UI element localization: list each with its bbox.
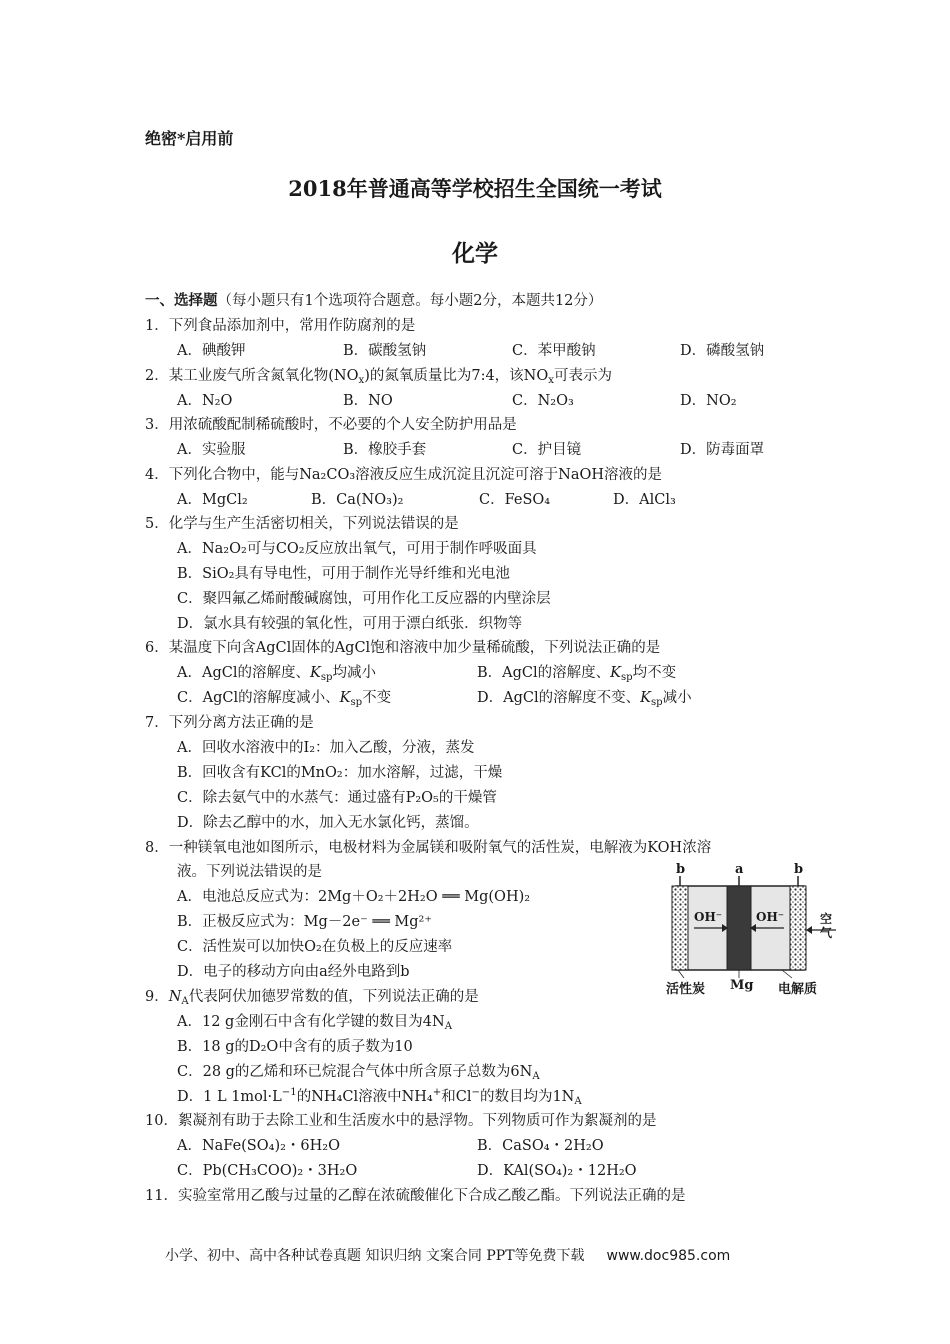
terminal-b-right: b bbox=[794, 862, 804, 877]
question-1-stem: 1．下列食品添加剂中，常用作防腐剂的是 bbox=[145, 318, 416, 334]
question-5-option-a: A．Na₂O₂可与CO₂反应放出氧气，可用于制作呼吸面具 bbox=[177, 541, 537, 557]
question-1-option-b: B．碳酸氢钠 bbox=[343, 343, 427, 359]
question-5-option-c: C．聚四氟乙烯耐酸碱腐蚀，可用作化工反应器的内壁涂层 bbox=[177, 591, 551, 607]
question-3-stem: 3．用浓硫酸配制稀硫酸时，不必要的个人安全防护用品是 bbox=[145, 417, 517, 433]
question-7-option-c: C．除去氨气中的水蒸气：通过盛有P₂O₅的干燥管 bbox=[177, 790, 497, 806]
question-7-option-b: B．回收含有KCl的MnO₂：加水溶解，过滤，干燥 bbox=[177, 765, 503, 781]
question-2-option-a: A．N₂O bbox=[177, 393, 233, 409]
left-carbon-electrode bbox=[672, 886, 688, 970]
question-7-option-d: D．除去乙醇中的水，加入无水氯化钙，蒸馏。 bbox=[177, 815, 479, 831]
question-6-option-b: B．AgCl的溶解度、$K_{sp}$均不变 bbox=[477, 665, 677, 683]
question-10-stem: 10．絮凝剂有助于去除工业和生活废水中的悬浮物。下列物质可作为絮凝剂的是 bbox=[145, 1113, 657, 1129]
battery-diagram bbox=[664, 862, 840, 998]
question-10-option-b: B．CaSO₄・2H₂O bbox=[477, 1138, 604, 1154]
oh-label-right: OH⁻ bbox=[756, 910, 785, 924]
air-label: 空气 bbox=[820, 912, 833, 940]
question-4-stem: 4．下列化合物中，能与Na₂CO₃溶液反应生成沉淀且沉淀可溶于NaOH溶液的是 bbox=[145, 467, 663, 483]
question-5-option-d: D．氯水具有较强的氧化性，可用于漂白纸张．织物等 bbox=[177, 616, 523, 632]
secret-label: 绝密*启用前 bbox=[145, 129, 234, 148]
question-10-option-c: C．Pb(CH₃COO)₂・3H₂O bbox=[177, 1163, 358, 1179]
exam-title: 2018年普通高等学校招生全国统一考试 bbox=[288, 176, 662, 201]
question-10-option-d: D．KAl(SO₄)₂・12H₂O bbox=[477, 1163, 637, 1179]
section-label: 一、选择题 bbox=[145, 292, 218, 309]
question-4-option-d: D．AlCl₃ bbox=[613, 492, 676, 508]
section-header bbox=[145, 291, 602, 311]
question-8-stem-line1: 8．一种镁氧电池如图所示，电极材料为金属镁和吸附氧气的活性炭，电解液为KOH浓溶 bbox=[145, 840, 712, 856]
question-8-option-b: B．正极反应式为：Mg－2e⁻ ══ Mg²⁺ bbox=[177, 914, 433, 930]
footer-url[interactable]: www.doc985.com bbox=[606, 1248, 731, 1264]
question-1-option-c: C．苯甲酸钠 bbox=[512, 343, 596, 359]
footer bbox=[165, 1245, 730, 1265]
question-4-option-c: C．FeSO₄ bbox=[479, 492, 551, 508]
terminal-b-left: b bbox=[676, 862, 686, 877]
mg-label: Mg bbox=[730, 978, 754, 993]
question-6-option-d: D．AgCl的溶解度不变、$K_{sp}$减小 bbox=[477, 690, 692, 708]
question-7-option-a: A．回收水溶液中的I₂：加入乙酸，分液，蒸发 bbox=[177, 740, 475, 756]
question-3-option-b: B．橡胶手套 bbox=[343, 442, 427, 458]
question-8-option-a: A．电池总反应式为：2Mg＋O₂＋2H₂O ══ Mg(OH)₂ bbox=[177, 889, 531, 905]
carbon-label: 活性炭 bbox=[666, 982, 706, 997]
question-3-option-c: C．护目镜 bbox=[512, 442, 582, 458]
question-1-option-d: D．磷酸氢钠 bbox=[680, 343, 765, 359]
question-3-option-a: A．实验服 bbox=[177, 442, 246, 458]
subject-title: 化学 bbox=[452, 240, 498, 267]
question-1-option-a: A．碘酸钾 bbox=[177, 343, 246, 359]
question-9-stem: 9．$N_A$代表阿伏加德罗常数的值，下列说法正确的是 bbox=[145, 989, 479, 1007]
question-7-stem: 7．下列分离方法正确的是 bbox=[145, 715, 314, 731]
question-9-option-d: D．1 L $1mol\cdot L^{-1}$的NH₄Cl溶液中NH₄+和Cl−的数目均为$1N_A$ bbox=[177, 1087, 582, 1107]
question-9-option-a: A．12 g金刚石中含有化学键的数目为$4N_A$ bbox=[177, 1014, 453, 1032]
question-10-option-a: A．NaFe(SO₄)₂・6H₂O bbox=[177, 1138, 340, 1154]
question-5-stem: 5．化学与生产生活密切相关，下列说法错误的是 bbox=[145, 516, 459, 532]
question-2-option-c: C．N₂O₃ bbox=[512, 393, 574, 409]
question-2-option-b: B．NO bbox=[343, 393, 393, 409]
question-3-option-d: D．防毒面罩 bbox=[680, 442, 765, 458]
question-9-option-c: C．28 g的乙烯和环已烷混合气体中所含原子总数为$6N_A$ bbox=[177, 1064, 540, 1082]
question-8-option-d: D．电子的移动方向由a经外电路到b bbox=[177, 964, 410, 980]
right-carbon-electrode bbox=[790, 886, 806, 970]
question-8-stem-line2: 液。下列说法错误的是 bbox=[177, 864, 322, 880]
question-5-option-b: B．SiO₂具有导电性，可用于制作光导纤维和光电池 bbox=[177, 566, 510, 582]
question-11-stem: 11．实验室常用乙酸与过量的乙醇在浓硫酸催化下合成乙酸乙酯。下列说法正确的是 bbox=[145, 1188, 686, 1204]
question-6-option-a: A．AgCl的溶解度、$K_{sp}$均减小 bbox=[177, 665, 376, 683]
question-9-option-b: B．18 g的D₂O中含有的质子数为10 bbox=[177, 1039, 413, 1055]
oh-label-left: OH⁻ bbox=[694, 910, 723, 924]
section-note: （每小题只有1个选项符合题意。每小题2分，本题共12分） bbox=[217, 293, 603, 309]
question-6-option-c: C．AgCl的溶解度减小、$K_{sp}$不变 bbox=[177, 690, 392, 708]
terminal-a: a bbox=[735, 862, 744, 877]
mg-electrode bbox=[727, 886, 751, 970]
question-2-stem: 2．某工业废气所含氮氧化物$(NO_x)$的氮氧质量比为7:4，该$NO_x$可表示为 bbox=[145, 368, 612, 386]
question-6-stem: 6．某温度下向含AgCl固体的AgCl饱和溶液中加少量稀硫酸，下列说法正确的是 bbox=[145, 640, 661, 656]
question-8-option-c: C．活性炭可以加快O₂在负极上的反应速率 bbox=[177, 939, 453, 955]
question-4-option-a: A．MgCl₂ bbox=[177, 492, 248, 508]
question-4-option-b: B．Ca(NO₃)₂ bbox=[311, 492, 404, 508]
footer-text: 小学、初中、高中各种试卷真题 知识归纳 文案合同 PPT等免费下载 bbox=[165, 1248, 585, 1264]
electrolyte-label: 电解质 bbox=[778, 982, 818, 997]
question-2-option-d: D．NO₂ bbox=[680, 393, 737, 409]
